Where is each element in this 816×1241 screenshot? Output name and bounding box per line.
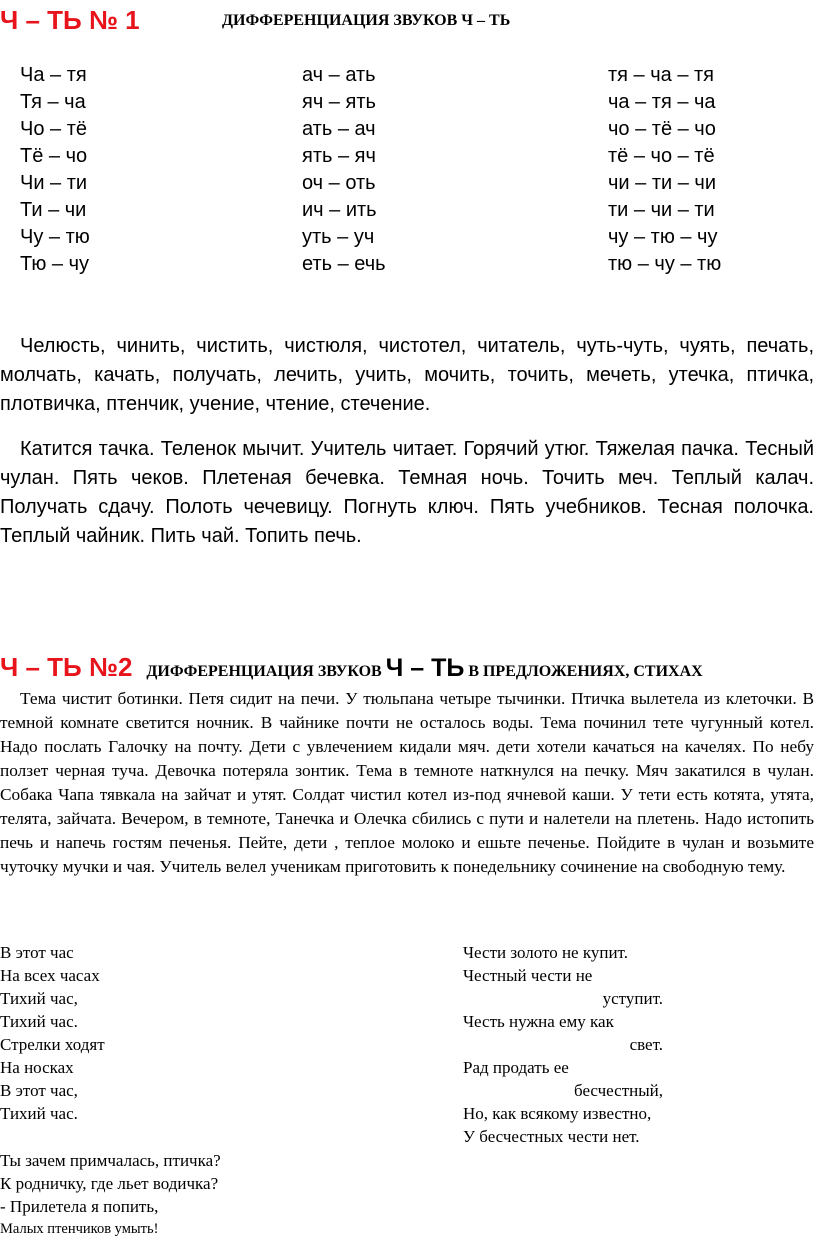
syllable-pair: Чо – тё (20, 118, 87, 140)
poem-line: - Прилетела я попить, (0, 1197, 159, 1216)
poem-line: уступит. (602, 989, 663, 1008)
syllable-pair: Тя – ча (20, 91, 86, 113)
poem-line: Тихий час. (0, 1104, 78, 1123)
syllable-pair: Тю – чу (20, 253, 89, 275)
poem-right (463, 941, 663, 1148)
syllable-triple: чо – тё – чо (608, 118, 716, 140)
poem-line: К родничку, где льет водичка? (0, 1174, 219, 1193)
poem-left (0, 941, 105, 1125)
syllable-pair: ять – яч (302, 145, 376, 167)
sentences-text: Тема чистит ботинки. Петя сидит на печи. У тюльпана четыре тычинки. Птичка вылетела из клеточки. В темной комнате светится ночник. В чайнике почти не осталось воды. Тема починил тете чугунный котел. Надо послать Галочку на почту. Дети с увлечением кидали мяч. дети хотели качаться на качелях. По небу ползет черная туча. Девочка потеряла зонтик. Тема в темноте наткнулся на печку. Мяч закатился в чулан. Собака Чапа тявкала на зайчат и утят. Солдат чистил котел из-под ячневой каши. У тети есть котята, утята, телята, зайчата. Вечером, в темноте, Танечка и Олечка сбились с пути и налетели на плетень. Надо истопить печь и напечь гостям печенья. Пейте, дети , теплое молоко и ешьте печенье. Пойдите в чулан и возьмите чуточку мучки и чая. Учитель велел ученикам приготовить к понедельнику сочинение на свободную тему. (0, 689, 814, 876)
poem-line: В этот час, (0, 1081, 78, 1100)
poem-line: Честный чести не (463, 966, 593, 985)
poem-line: Рад продать ее (463, 1058, 569, 1077)
poem-bottom (0, 1149, 221, 1241)
syllable-pair: яч – ять (302, 91, 376, 113)
syllable-pair: еть – ечь (302, 253, 386, 275)
poem-line: Тихий час, (0, 989, 78, 1008)
syllable-pair: оч – оть (302, 172, 376, 194)
poem-line: На всех часах (0, 966, 100, 985)
section2-title-part2: В ПРЕДЛОЖЕНИЯХ, СТИХАХ (468, 663, 703, 680)
syllable-pair: Ти – чи (20, 199, 87, 221)
section1-number: Ч – ТЬ № 1 (0, 5, 140, 35)
syllable-triple: тё – чо – тё (608, 145, 715, 167)
syllable-triple: ти – чи – ти (608, 199, 715, 221)
syllable-pair: Ча – тя (20, 64, 87, 86)
poem-line: В этот час (0, 943, 74, 962)
poem-line: Честь нужна ему как (463, 1012, 614, 1031)
section2-number: Ч – ТЬ №2 (0, 652, 133, 682)
section2-title-part1: ДИФФЕРЕНЦИАЦИЯ ЗВУКОВ (146, 663, 382, 680)
syllable-triple: чу – тю – чу (608, 226, 718, 248)
poem-line: бесчестный, (574, 1081, 663, 1100)
poem-line: Стрелки ходят (0, 1035, 105, 1054)
poem-line: У бесчестных чести нет. (463, 1127, 640, 1146)
syllable-pair: ать – ач (302, 118, 376, 140)
syllables-column-3 (608, 62, 721, 278)
poem-line: Чести золото не купит. (463, 943, 628, 962)
syllable-pair: Чу – тю (20, 226, 90, 248)
sentences-paragraph: Катится тачка. Теленок мычит. Учитель читает. Горячий утюг. Тяжелая пачка. Тесный чулан. Пять чеков. Плетеная бечевка. Темная ночь. Точить меч. Теплый калач. Получать сдачу. Полоть чечевицу. Погнуть ключ. Пять учебников. Тесная полочка. Теплый чайник. Пить чай. Топить печь. (0, 438, 814, 547)
poem-line: Ты зачем примчалась, птичка? (0, 1151, 221, 1170)
poem-line: Малых птенчиков умыть! (0, 1221, 159, 1237)
section1-title: ДИФФЕРЕНЦИАЦИЯ ЗВУКОВ Ч – ТЬ (222, 12, 511, 29)
syllable-triple: тю – чу – тю (608, 253, 722, 275)
syllable-triple: тя – ча – тя (608, 64, 714, 86)
syllable-pair: ич – ить (302, 199, 377, 221)
syllable-pair: ач – ать (302, 64, 376, 86)
syllable-triple: чи – ти – чи (608, 172, 716, 194)
syllables-column-2 (302, 62, 386, 278)
section2-heading (0, 652, 703, 683)
syllables-column-1 (20, 62, 90, 278)
section2-title-letters: Ч – ТЬ (385, 654, 465, 682)
poem-line: На носках (0, 1058, 74, 1077)
poem-line: свет. (629, 1035, 663, 1054)
syllable-pair: Тё – чо (20, 145, 88, 167)
syllable-triple: ча – тя – ча (608, 91, 716, 113)
poem-line: Но, как всякому известно, (463, 1104, 652, 1123)
poem-line: Тихий час. (0, 1012, 78, 1031)
syllable-pair: Чи – ти (20, 172, 88, 194)
syllable-pair: уть – уч (302, 226, 375, 248)
words-paragraph: Челюсть, чинить, чистить, чистюля, чистотел, читатель, чуть-чуть, чуять, печать, молчать, качать, получать, лечить, учить, мочить, точить, мечеть, утечка, птичка, плотвичка, птенчик, учение, чтение, стечение. (0, 335, 814, 415)
